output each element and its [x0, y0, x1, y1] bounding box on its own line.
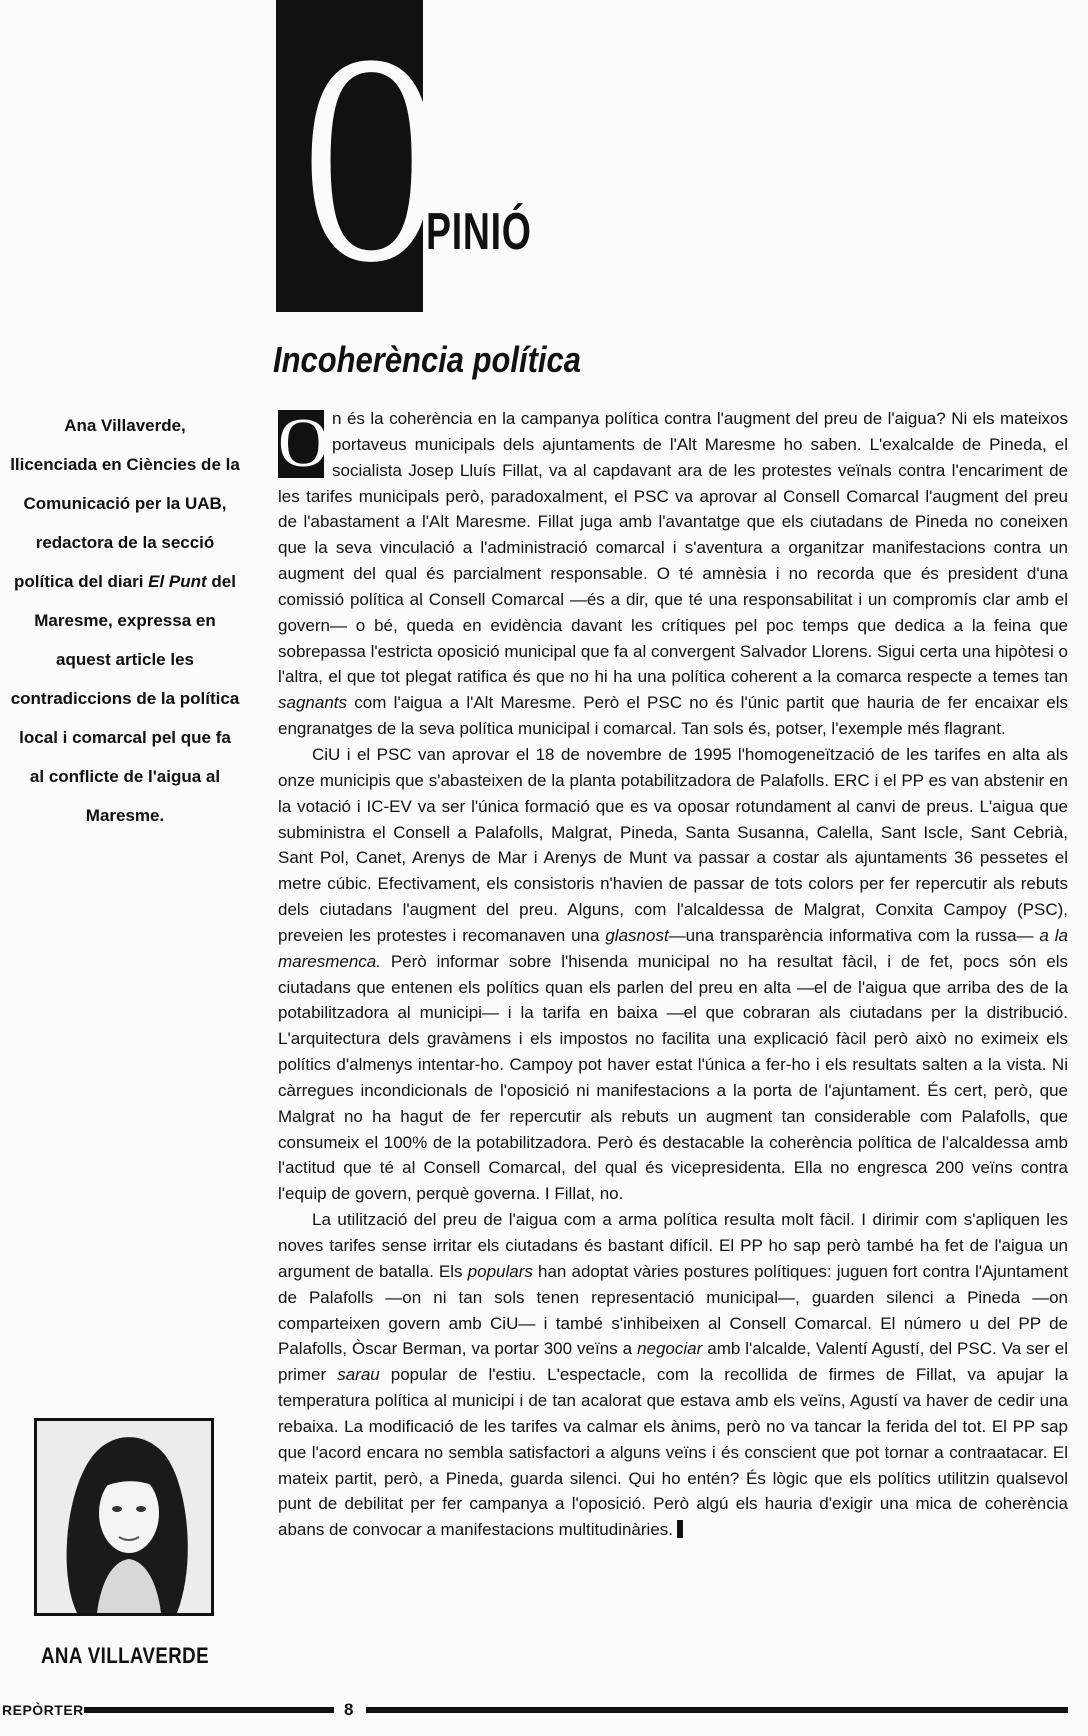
bio-line: Comunicació per la UAB,	[23, 494, 227, 513]
paragraph-text: n és la coherència en la campanya política contra l'augment del preu de l'aigua? Ni els mateixos portaveus municipals dels ajuntaments de l'Alt Maresme ho saben. L'exalcalde de Pineda, el socialista Josep Lluís Fillat, va al capdavant ara de les protestes veïnals contra l'encariment de les tarifes municipals però, paradoxalment, el PSC va aprovar al Consell Comarcal l'augment del preu de l'abastament a l'Alt Maresme. Fillat juga amb l'avantatge que els ciutadans de Pineda no coneixen que la seva vinculació a l'administració comarcal i s'aventura a organitzar manifestacions contra un augment del qual és parcialment responsable. O té amnèsia i no recorda que és president d'una comissió política al Consell Comarcal —és a dir, que té una responsabilitat i un compromís clar amb el govern— o bé, queda en evidència davant les crítiques pel poc temps que dedica a la feina que sobrepassa l'estricta oposició municipal que fa al convergent Salvador Llorens. Sigui certa una hipòtesi o l'altra, el que tot plegat ratifica és que no hi ha una política coherent a la comarca respecte a temes tan	[278, 409, 1068, 687]
bio-line: contradiccions de la política	[10, 689, 240, 708]
bio-line: aquest article les	[56, 650, 194, 669]
section-header-initial: O	[303, 0, 439, 324]
bio-line: redactora de la secció	[35, 533, 215, 552]
emphasis: a la maresmenca.	[278, 925, 1068, 971]
bio-line: Ana Villaverde,	[64, 416, 186, 435]
drop-cap: O	[278, 405, 329, 482]
emphasis: populars	[467, 1261, 533, 1281]
page-footer	[0, 1700, 1088, 1720]
author-photo	[34, 1418, 214, 1616]
bio-line: llicenciada en Ciències de la	[10, 455, 240, 474]
bio-text: política del diari	[14, 572, 149, 591]
photo-caption: ANA VILLAVERDE	[40, 1643, 210, 1668]
article-paragraph	[278, 406, 1068, 742]
paragraph-text: com l'aigua a l'Alt Maresme. Però el PSC no és l'únic partit que hauria de fer encaixar els engranatges de la seva política municipal i comarcal. Tan sols és, potser, l'exemple més flagrant.	[278, 693, 1068, 739]
section-header-block	[276, 0, 439, 324]
emphasis: sagnants	[278, 693, 347, 713]
bio-line	[2, 562, 248, 601]
paragraph-text: —una transparència informativa com la russa—	[668, 925, 1040, 945]
section-header-title: PINIÓ	[426, 203, 532, 261]
footer-rule	[84, 1707, 334, 1713]
bio-text: del	[206, 572, 236, 591]
bio-line: al conflicte de l'aigua al	[29, 767, 221, 786]
article-body	[278, 406, 1068, 1543]
footer-rule	[366, 1707, 1068, 1713]
newspaper-name: El Punt	[148, 572, 207, 591]
emphasis: glasnost	[605, 925, 669, 945]
emphasis: sarau	[337, 1365, 380, 1385]
bio-line: local i comarcal pel que fa	[19, 728, 231, 747]
paragraph-text: popular de l'estiu. L'espectacle, com la recollida de firmes de Fillat, va apujar la temperatura política al municipi i de tan acalorat que estava amb els veïns, Agustí va haver de cedir una rebaixa. La modificació de les tarifes va calmar els ànims, però no va tancar la ferida del tot. El PP sap que l'acord encara no sembla satisfactori a alguns veïns i és conscient que pot tornar a contraatacar. El mateix partit, però, a Pineda, guarda silenci. Qui ho entén? És lògic que els polítics utilitzin qualsevol punt de debilitat per fer campanya a l'oposició. Però algú els hauria d'exigir una mica de coherència abans de convocar a manifestacions multitudinàries.	[278, 1365, 1068, 1540]
paragraph-text: La utilització del preu de l'aigua com a arma política resulta molt fàcil. I dirimir com s'apliquen les noves tarifes sense irritar els ciutadans és bastant difícil. El PP ho sap però també ha fet de l'aigua un argument de batalla. Els	[278, 1210, 1068, 1281]
portrait-image	[37, 1421, 211, 1613]
article-paragraph	[278, 742, 1068, 1207]
page-number: 8	[344, 1700, 354, 1719]
end-mark-icon	[677, 1520, 683, 1538]
publication-name: REPÒRTER	[2, 1702, 84, 1718]
paragraph-text: han adoptat vàries postures polítiques: juguen fort contra l'Ajuntament de Palafolls —on ni tan sols tenen representació municipal—, guarden silenci a Pineda —on comparteixen govern amb CiU— i també s'inhibeixen al Consell Comarcal. El número u del PP de Palafolls, Òscar Berman, va portar 300 veïns a	[278, 1261, 1068, 1359]
paragraph-text: amb l'alcalde, Valentí Agustí, del PSC. Va ser el primer	[278, 1339, 1068, 1385]
article-title: Incoherència política	[273, 339, 581, 380]
article-paragraph	[278, 1207, 1068, 1543]
emphasis: negociar	[637, 1339, 703, 1359]
paragraph-text: Però informar sobre l'hisenda municipal no ha resultat fàcil, i de fet, pocs són els ciutadans que entenen els polítics quan els parlen del preu en alta —el de l'aigua que arriba des de la potabilitzadora al municipi— i la tarifa en baixa —el que cobraran als ciutadans per la distribució. L'arquitectura dels gravàmens i els impostos no facilita una explicació fàcil però això no eximeix els polítics d'almenys intentar-ho. Campoy pot haver estat l'única a fer-ho i els resultats salten a la vista. Ni càrregues incondicionals de l'oposició ni manifestacions a la porta de l'ajuntament. És cert, però, que Malgrat no ha hagut de fer repercutir als rebuts un augment tan considerable com Palafolls, que consumeix el 100% de la potabilitzadora. Però és destacable la coherència política de l'alcaldessa amb l'actitud que té al Consell Comarcal, del qual és vicepresidenta. Ella no engresca 200 veïns contra l'equip de govern, perquè governa. I Fillat, no.	[278, 951, 1068, 1204]
bio-line: Maresme.	[85, 806, 165, 825]
paragraph-text: CiU i el PSC van aprovar el 18 de novembre de 1995 l'homogeneïtzació de les tarifes en alta als onze municipis que s'abasteixen de la planta potabilitzadora de Palafolls. ERC i el PP es van abstenir en la votació i IC-EV va ser l'única formació que es va oposar rotundament al canvi de preus. L'aigua que subministra el Consell a Palafolls, Malgrat, Pineda, Santa Susanna, Calella, Sant Iscle, Sant Cebrià, Sant Pol, Canet, Arenys de Mar i Arenys de Munt va passar a costar als ajuntaments 36 pessetes el metre cúbic. Efectivament, els consistoris n'havien de passar de tots colors per fer repercutir als rebuts dels ciutadans l'augment del preu. Alguns, com l'alcaldessa de Malgrat, Conxita Campoy (PSC), preveien les protestes i recomanaven una	[278, 744, 1068, 945]
author-bio	[2, 406, 248, 835]
bio-line: Maresme, expressa en	[34, 611, 216, 630]
